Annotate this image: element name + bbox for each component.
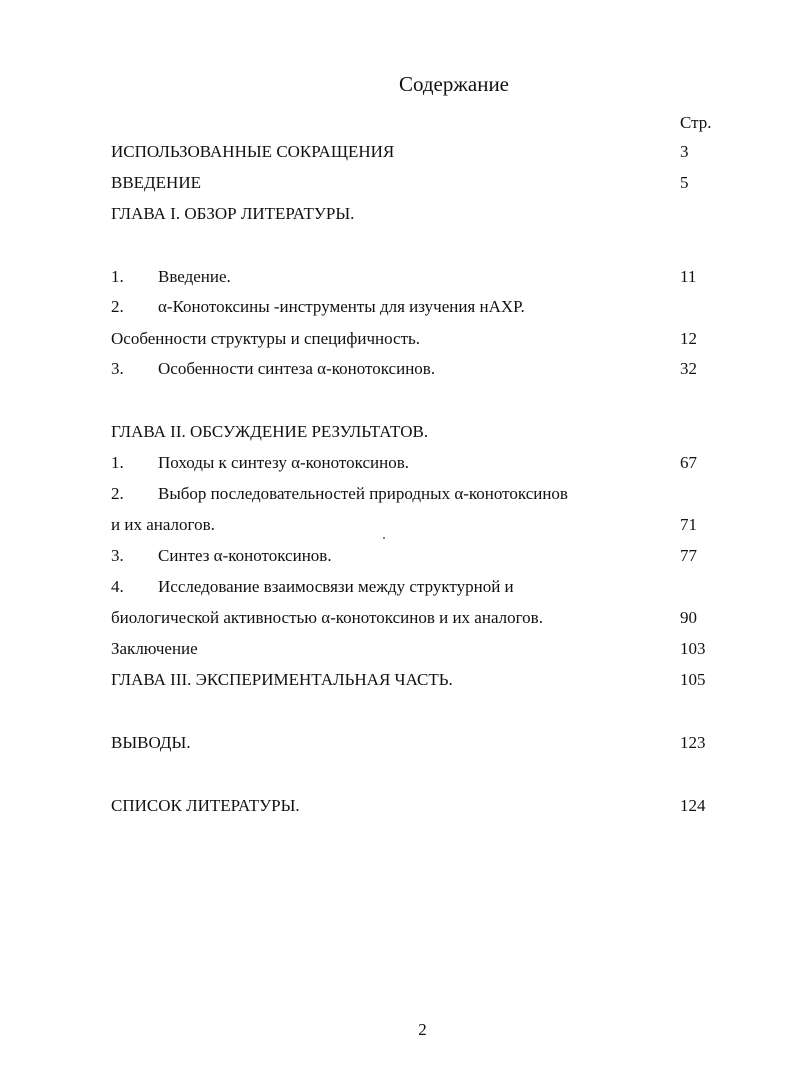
toc-ch1-3-page: 32 (680, 359, 697, 378)
toc-abbr-label: ИСПОЛЬЗОВАННЫЕ СОКРАЩЕНИЯ (111, 142, 395, 161)
toc-ch2-4-page: 90 (680, 608, 697, 627)
toc-chapter3-label: ГЛАВА III. ЭКСПЕРИМЕНТАЛЬНАЯ ЧАСТЬ. (111, 670, 453, 689)
toc-references-page: 124 (680, 796, 706, 815)
page-number: 2 (418, 1020, 427, 1039)
toc-ch1-2-number: 2. (111, 297, 124, 316)
toc-findings-label: ВЫВОДЫ. (111, 733, 191, 752)
toc-conclusion-label: Заключение (111, 639, 198, 658)
toc-abbr-page: 3 (680, 142, 689, 161)
toc-ch2-4-label-continued: биологической активностью α-конотоксинов и их аналогов. (111, 608, 543, 627)
toc-ch2-1-label: Походы к синтезу α-конотоксинов. (158, 453, 409, 472)
toc-ch1-2-label: α-Конотоксины -инструменты для изучения нАХР. (158, 297, 525, 316)
page-title: Содержание (398, 72, 510, 96)
toc-references-label: СПИСОК ЛИТЕРАТУРЫ. (111, 796, 300, 815)
scan-speck (383, 537, 385, 539)
toc-ch1-2-label-continued: Особенности структуры и специфичность. (111, 329, 420, 348)
toc-ch1-1-page: 11 (680, 267, 697, 286)
toc-ch1-2-page: 12 (680, 329, 697, 348)
toc-findings-page: 123 (680, 733, 706, 752)
toc-ch2-4-number: 4. (111, 577, 124, 596)
toc-ch2-1-number: 1. (111, 453, 124, 472)
toc-ch1-3-number: 3. (111, 359, 124, 378)
toc-intro-label: ВВЕДЕНИЕ (111, 173, 201, 192)
toc-ch2-2-number: 2. (111, 484, 124, 503)
toc-chapter1-heading: ГЛАВА I. ОБЗОР ЛИТЕРАТУРЫ. (111, 204, 355, 223)
toc-conclusion-page: 103 (680, 639, 706, 658)
toc-ch2-4-label: Исследование взаимосвязи между структурной и (158, 577, 514, 596)
toc-ch2-1-page: 67 (680, 453, 697, 472)
toc-chapter3-page: 105 (680, 670, 706, 689)
toc-ch1-1-number: 1. (111, 267, 124, 286)
toc-ch2-2-page: 71 (680, 515, 697, 534)
toc-ch1-3-label: Особенности синтеза α-конотоксинов. (158, 359, 436, 378)
toc-ch2-3-page: 77 (680, 546, 697, 565)
toc-ch2-3-number: 3. (111, 546, 124, 565)
toc-ch2-2-label-continued: и их аналогов. (111, 515, 215, 534)
toc-ch2-3-label: Синтез α-конотоксинов. (158, 546, 332, 565)
toc-ch1-1-label: Введение. (158, 267, 231, 286)
toc-ch2-2-label: Выбор последовательностей природных α-конотоксинов (158, 484, 568, 503)
toc-chapter2-heading: ГЛАВА II. ОБСУЖДЕНИЕ РЕЗУЛЬТАТОВ. (111, 422, 429, 441)
toc-intro-page: 5 (680, 173, 689, 192)
page-column-header: Стр. (680, 113, 712, 132)
